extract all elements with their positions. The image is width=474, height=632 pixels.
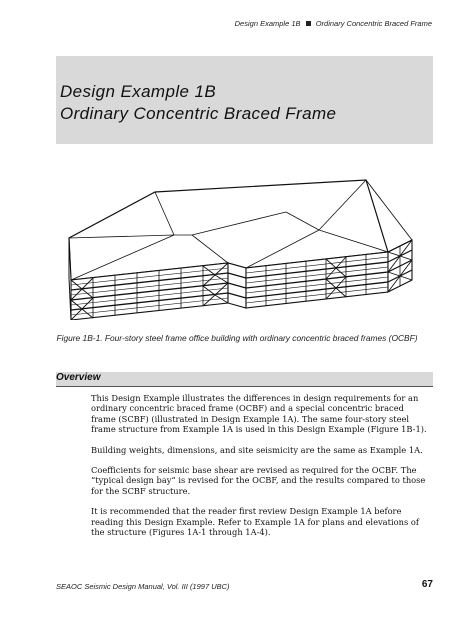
overview-section-bar	[56, 372, 433, 386]
running-header-example: Design Example 1B	[234, 19, 301, 28]
title-box	[56, 56, 433, 144]
building-figure	[56, 150, 433, 320]
overview-body	[91, 393, 427, 547]
overview-paragraph-4: It is recommended that the reader first review Design Example 1A before reading this Design Example. Refer to Example 1A for plans and elevations of the structure (Figures 1A-1 through 1A-4).	[91, 506, 419, 538]
overview-paragraph-2: Building weights, dimensions, and site seismicity are the same as Example 1A.	[91, 444, 423, 455]
footer-source: SEAOC Seismic Design Manual, Vol. III (1997 UBC)	[56, 582, 230, 591]
inner-corner-wall	[228, 263, 246, 308]
figure-caption: Figure 1B-1. Four-story steel frame office building with ordinary concentric braced frames (OCBF)	[56, 333, 418, 343]
right-side-wall	[388, 240, 412, 292]
overview-paragraph-1: This Design Example illustrates the differences in design requirements for an ordinary concentric braced frame (OCBF) and a special concentric braced frame (SCBF) (illustrated in Design Example 1A). The same four-story steel frame structure from Example 1A is used in this Design Example (Figure 1B-1).	[91, 393, 427, 435]
overview-paragraph-3: Coefficients for seismic base shear are revised as required for the OCBF. The “typical design bay” is revised for the OCBF, and the results compared to those for the SCBF structure.	[91, 465, 426, 496]
running-header	[200, 19, 432, 28]
running-header-topic: Ordinary Concentric Braced Frame	[315, 19, 432, 28]
overview-divider	[56, 386, 433, 387]
page-number: 67	[421, 579, 433, 590]
page-title-line1: Design Example 1B	[60, 82, 217, 101]
square-bullet-icon	[306, 21, 311, 26]
overview-heading: Overview	[56, 372, 101, 383]
page-title-line2: Ordinary Concentric Braced Frame	[60, 104, 337, 123]
building-isometric-drawing	[56, 150, 433, 320]
